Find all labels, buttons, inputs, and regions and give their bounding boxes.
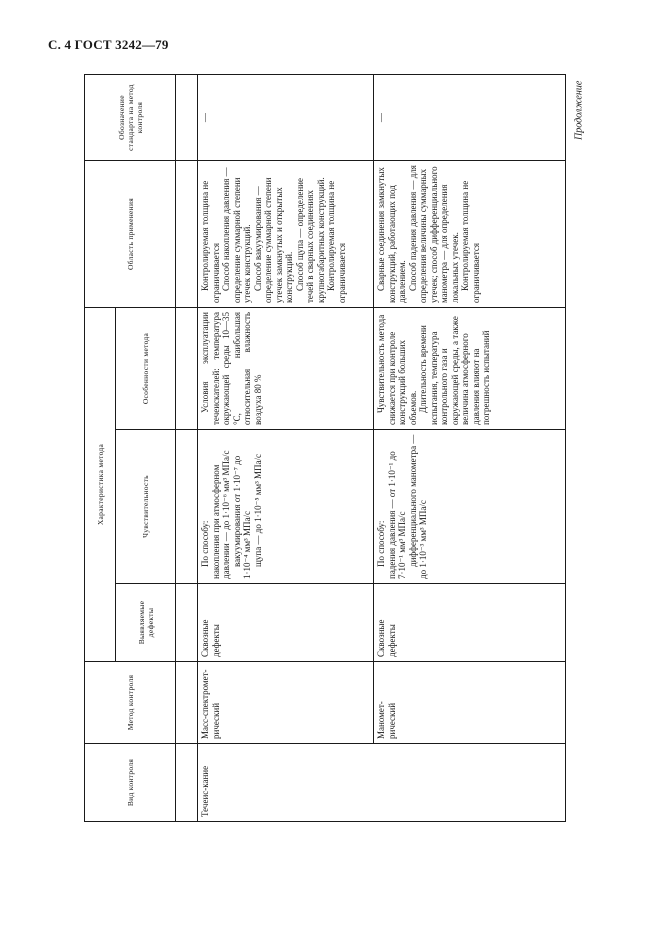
sensitivity-line: щупа — до 1·10⁻⁵ мм³ МПа/с bbox=[252, 453, 263, 567]
spacer-cell bbox=[176, 75, 198, 161]
spacer-cell bbox=[176, 744, 198, 822]
header-defects: Выявляемые дефекты bbox=[116, 584, 176, 662]
spacer-row bbox=[176, 75, 198, 822]
defects-cell: Сквозные дефекты bbox=[198, 584, 374, 662]
page-header: С. 4 ГОСТ 3242—79 bbox=[48, 37, 169, 52]
application-line: Контролируемая толщина не ограничивается bbox=[200, 180, 221, 303]
spacer-cell bbox=[176, 584, 198, 662]
sensitivity-line: накопления при атмосферном давлении — до 1·10⁻⁶ мм³ МПа/с bbox=[210, 450, 231, 579]
rotated-table-container bbox=[84, 75, 560, 822]
spacer-cell bbox=[176, 662, 198, 744]
standard-cell: — bbox=[374, 75, 566, 161]
application-line: Способ щупа — определение течей в сварных соединениях крупногабаритных конструкций. bbox=[294, 177, 326, 303]
header-method: Метод контроля bbox=[85, 662, 176, 744]
application-line: Способ вакуумирования — определение суммарной степени утечек замкнутых и открытых конструкций. bbox=[252, 177, 294, 303]
method-cell: Маномет-рический bbox=[374, 662, 566, 744]
application-line: Контролируемая толщина не ограничивается bbox=[460, 180, 481, 303]
application-line: Способ накопления давления — определение суммарной степени утечек конструкций. bbox=[221, 167, 252, 303]
methods-table bbox=[84, 74, 566, 822]
control-type-cell: Течеис-кание bbox=[198, 744, 566, 822]
spacer-cell bbox=[176, 430, 198, 584]
application-line: Сварные соединения замкнутых конструкций, работающих под давлением. bbox=[376, 167, 407, 303]
table-row bbox=[374, 75, 566, 822]
defects-cell: Сквозные дефекты bbox=[374, 584, 566, 662]
spacer-cell bbox=[176, 161, 198, 308]
header-features: Особенности метода bbox=[116, 308, 176, 430]
header-standard: Обозначение стандарта на метод контроля bbox=[85, 75, 176, 161]
sensitivity-cell bbox=[374, 430, 566, 584]
header-row-1 bbox=[85, 75, 116, 822]
sensitivity-line: вакуумирования от 1·10⁻⁷ до 1·10⁻⁴ мм³ МПа/с bbox=[231, 455, 252, 579]
header-control-type: Вид контроля bbox=[85, 744, 176, 822]
spacer-cell bbox=[176, 308, 198, 430]
sensitivity-line: дифференциального манометра — до 1·10⁻³ мм³ МПа/с bbox=[407, 434, 428, 579]
method-cell: Масс-спектромет-рический bbox=[198, 662, 374, 744]
sensitivity-line: По способу: bbox=[376, 520, 386, 567]
table-row bbox=[198, 75, 374, 822]
features-line: Длительность времени испытания, температура контрольного газа и окружающей среды, а также величина атмосферного давления влияют на погрешность испытаний bbox=[418, 316, 491, 425]
features-cell: Условия эксплуатации течеискателей: температура окружающей среды 10—35 °С, наибольшая относительная влажность воздуха 80 % bbox=[198, 308, 374, 430]
continuation-label: Продолжение bbox=[573, 80, 585, 140]
application-line: Контролируемая толщина не ограничивается bbox=[326, 180, 347, 303]
header-sensitivity: Чувствительность bbox=[116, 430, 176, 584]
application-cell bbox=[198, 161, 374, 308]
sensitivity-cell bbox=[198, 430, 374, 584]
application-cell bbox=[374, 161, 566, 308]
application-line: Способ падения давления — для определения величины суммарных утечек; способ дифференциального манометра — для определения локальных утечек. bbox=[407, 165, 460, 303]
sensitivity-line: падения давления — от 1·10⁻¹ до 7·10⁻¹ мм³ МПа/с bbox=[386, 451, 407, 579]
standard-cell: — bbox=[198, 75, 374, 161]
features-line: Чувствительность метода снижается при контроле конструкций больших объемов. bbox=[376, 314, 418, 425]
sensitivity-line: По способу: bbox=[200, 520, 210, 567]
header-characteristic: Характеристика метода bbox=[85, 308, 116, 662]
header-application: Область применения bbox=[85, 161, 176, 308]
features-cell bbox=[374, 308, 566, 430]
